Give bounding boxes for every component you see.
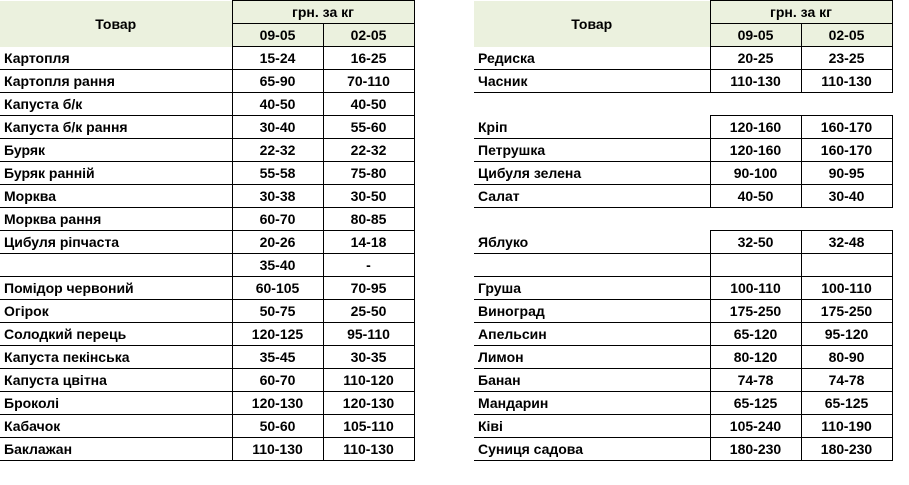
product-name-cell: Апельсин [474,323,710,346]
price-previous-cell: 80-90 [801,346,892,369]
product-name-cell [474,254,710,277]
table-row [0,116,414,139]
product-name-cell: Кріп [474,116,710,139]
table-row [474,438,892,461]
product-name-cell: Броколі [0,392,232,415]
table-row [474,208,892,231]
unit-header: грн. за кг [232,1,414,24]
price-previous-cell: 160-170 [801,116,892,139]
price-current-cell: 110-130 [232,438,323,461]
price-previous-cell: 180-230 [801,438,892,461]
product-name-cell: Капуста б/к рання [0,116,232,139]
date-previous-header: 02-05 [801,24,892,47]
table-row [474,139,892,162]
price-current-cell: 30-38 [232,185,323,208]
price-previous-cell: 25-50 [323,300,414,323]
price-previous-cell: 95-110 [323,323,414,346]
price-current-cell: 35-45 [232,346,323,369]
price-current-cell: 100-110 [710,277,801,300]
price-previous-cell: 30-35 [323,346,414,369]
empty-cell [710,208,801,231]
price-current-cell [710,254,801,277]
product-name-cell: Цибуля зелена [474,162,710,185]
product-name-cell: Буряк [0,139,232,162]
product-name-cell: Цибуля ріпчаста [0,231,232,254]
price-current-cell: 65-125 [710,392,801,415]
empty-cell [474,208,710,231]
price-current-cell: 20-26 [232,231,323,254]
table-row [0,185,414,208]
table-row [474,70,892,93]
price-current-cell: 120-160 [710,139,801,162]
product-name-cell: Картопля [0,47,232,70]
product-name-cell: Ківі [474,415,710,438]
table-row [474,162,892,185]
product-name-cell: Часник [474,70,710,93]
product-name-cell: Солодкий перець [0,323,232,346]
price-current-cell: 180-230 [710,438,801,461]
price-current-cell: 22-32 [232,139,323,162]
price-current-cell: 55-58 [232,162,323,185]
price-previous-cell: 30-50 [323,185,414,208]
product-name-cell: Картопля рання [0,70,232,93]
date-current-header: 09-05 [232,24,323,47]
table-row [474,392,892,415]
table-row [0,208,414,231]
product-name-cell: Банан [474,369,710,392]
table-row [0,47,414,70]
table-row [474,47,892,70]
product-name-cell: Редиска [474,47,710,70]
price-table-left [0,0,415,461]
product-name-cell: Капуста б/к [0,93,232,116]
price-current-cell: 120-130 [232,392,323,415]
table-row [0,162,414,185]
table-row [474,231,892,254]
table-row [474,277,892,300]
product-name-cell: Огірок [0,300,232,323]
product-name-cell: Мандарин [474,392,710,415]
price-current-cell: 110-130 [710,70,801,93]
empty-cell [801,208,892,231]
price-current-cell: 105-240 [710,415,801,438]
price-previous-cell: 90-95 [801,162,892,185]
price-current-cell: 30-40 [232,116,323,139]
price-previous-cell: 105-110 [323,415,414,438]
table-row [0,323,414,346]
product-name-cell: Петрушка [474,139,710,162]
table-row [0,277,414,300]
price-current-cell: 65-90 [232,70,323,93]
product-name-cell: Груша [474,277,710,300]
price-current-cell: 20-25 [710,47,801,70]
price-current-cell: 32-50 [710,231,801,254]
table-row [0,392,414,415]
price-previous-cell: 110-190 [801,415,892,438]
price-previous-cell: 32-48 [801,231,892,254]
empty-cell [474,93,710,116]
product-name-cell: Капуста пекінська [0,346,232,369]
price-table-left-body [0,47,414,461]
price-current-cell: 60-70 [232,208,323,231]
price-current-cell: 120-125 [232,323,323,346]
table-row [474,254,892,277]
price-previous-cell [801,254,892,277]
price-table-right [474,0,893,461]
price-previous-cell: - [323,254,414,277]
table-row [0,70,414,93]
table-row [0,254,414,277]
price-previous-cell: 175-250 [801,300,892,323]
price-previous-cell: 22-32 [323,139,414,162]
price-previous-cell: 120-130 [323,392,414,415]
price-current-cell: 65-120 [710,323,801,346]
table-row [474,323,892,346]
price-previous-cell: 75-80 [323,162,414,185]
price-current-cell: 60-70 [232,369,323,392]
price-previous-cell: 16-25 [323,47,414,70]
price-previous-cell: 14-18 [323,231,414,254]
table-row [474,116,892,139]
product-name-cell: Яблуко [474,231,710,254]
price-previous-cell: 74-78 [801,369,892,392]
price-current-cell: 175-250 [710,300,801,323]
price-previous-cell: 40-50 [323,93,414,116]
table-row [0,346,414,369]
price-previous-cell: 110-120 [323,369,414,392]
price-previous-cell: 110-130 [801,70,892,93]
product-name-cell: Суниця садова [474,438,710,461]
table-row [474,415,892,438]
price-previous-cell: 65-125 [801,392,892,415]
price-previous-cell: 95-120 [801,323,892,346]
table-row [0,231,414,254]
table-row [474,93,892,116]
price-current-cell: 60-105 [232,277,323,300]
price-current-cell: 15-24 [232,47,323,70]
table-row [0,438,414,461]
table-row [0,369,414,392]
price-current-cell: 50-75 [232,300,323,323]
price-previous-cell: 80-85 [323,208,414,231]
empty-cell [710,93,801,116]
price-previous-cell: 160-170 [801,139,892,162]
unit-header: грн. за кг [710,1,892,24]
product-name-cell [0,254,232,277]
product-name-cell: Баклажан [0,438,232,461]
product-name-cell: Виноград [474,300,710,323]
price-previous-cell: 55-60 [323,116,414,139]
table-row [0,300,414,323]
price-previous-cell: 70-95 [323,277,414,300]
table-row [474,185,892,208]
product-name-cell: Салат [474,185,710,208]
price-previous-cell: 70-110 [323,70,414,93]
product-name-cell: Кабачок [0,415,232,438]
price-current-cell: 80-120 [710,346,801,369]
price-previous-cell: 23-25 [801,47,892,70]
price-previous-cell: 100-110 [801,277,892,300]
date-current-header: 09-05 [710,24,801,47]
table-row [0,93,414,116]
price-current-cell: 40-50 [232,93,323,116]
empty-cell [801,93,892,116]
product-name-cell: Лимон [474,346,710,369]
table-row [474,300,892,323]
price-current-cell: 35-40 [232,254,323,277]
product-name-cell: Морква рання [0,208,232,231]
product-header: Товар [0,1,232,47]
table-row [474,369,892,392]
price-current-cell: 120-160 [710,116,801,139]
price-current-cell: 40-50 [710,185,801,208]
table-row [0,415,414,438]
price-previous-cell: 110-130 [323,438,414,461]
price-current-cell: 50-60 [232,415,323,438]
product-name-cell: Буряк ранній [0,162,232,185]
table-row [0,139,414,162]
price-previous-cell: 30-40 [801,185,892,208]
table-row [474,346,892,369]
price-table-right-body [474,47,892,461]
product-name-cell: Капуста цвітна [0,369,232,392]
price-current-cell: 90-100 [710,162,801,185]
price-current-cell: 74-78 [710,369,801,392]
product-name-cell: Помідор червоний [0,277,232,300]
product-name-cell: Морква [0,185,232,208]
date-previous-header: 02-05 [323,24,414,47]
product-header: Товар [474,1,710,47]
